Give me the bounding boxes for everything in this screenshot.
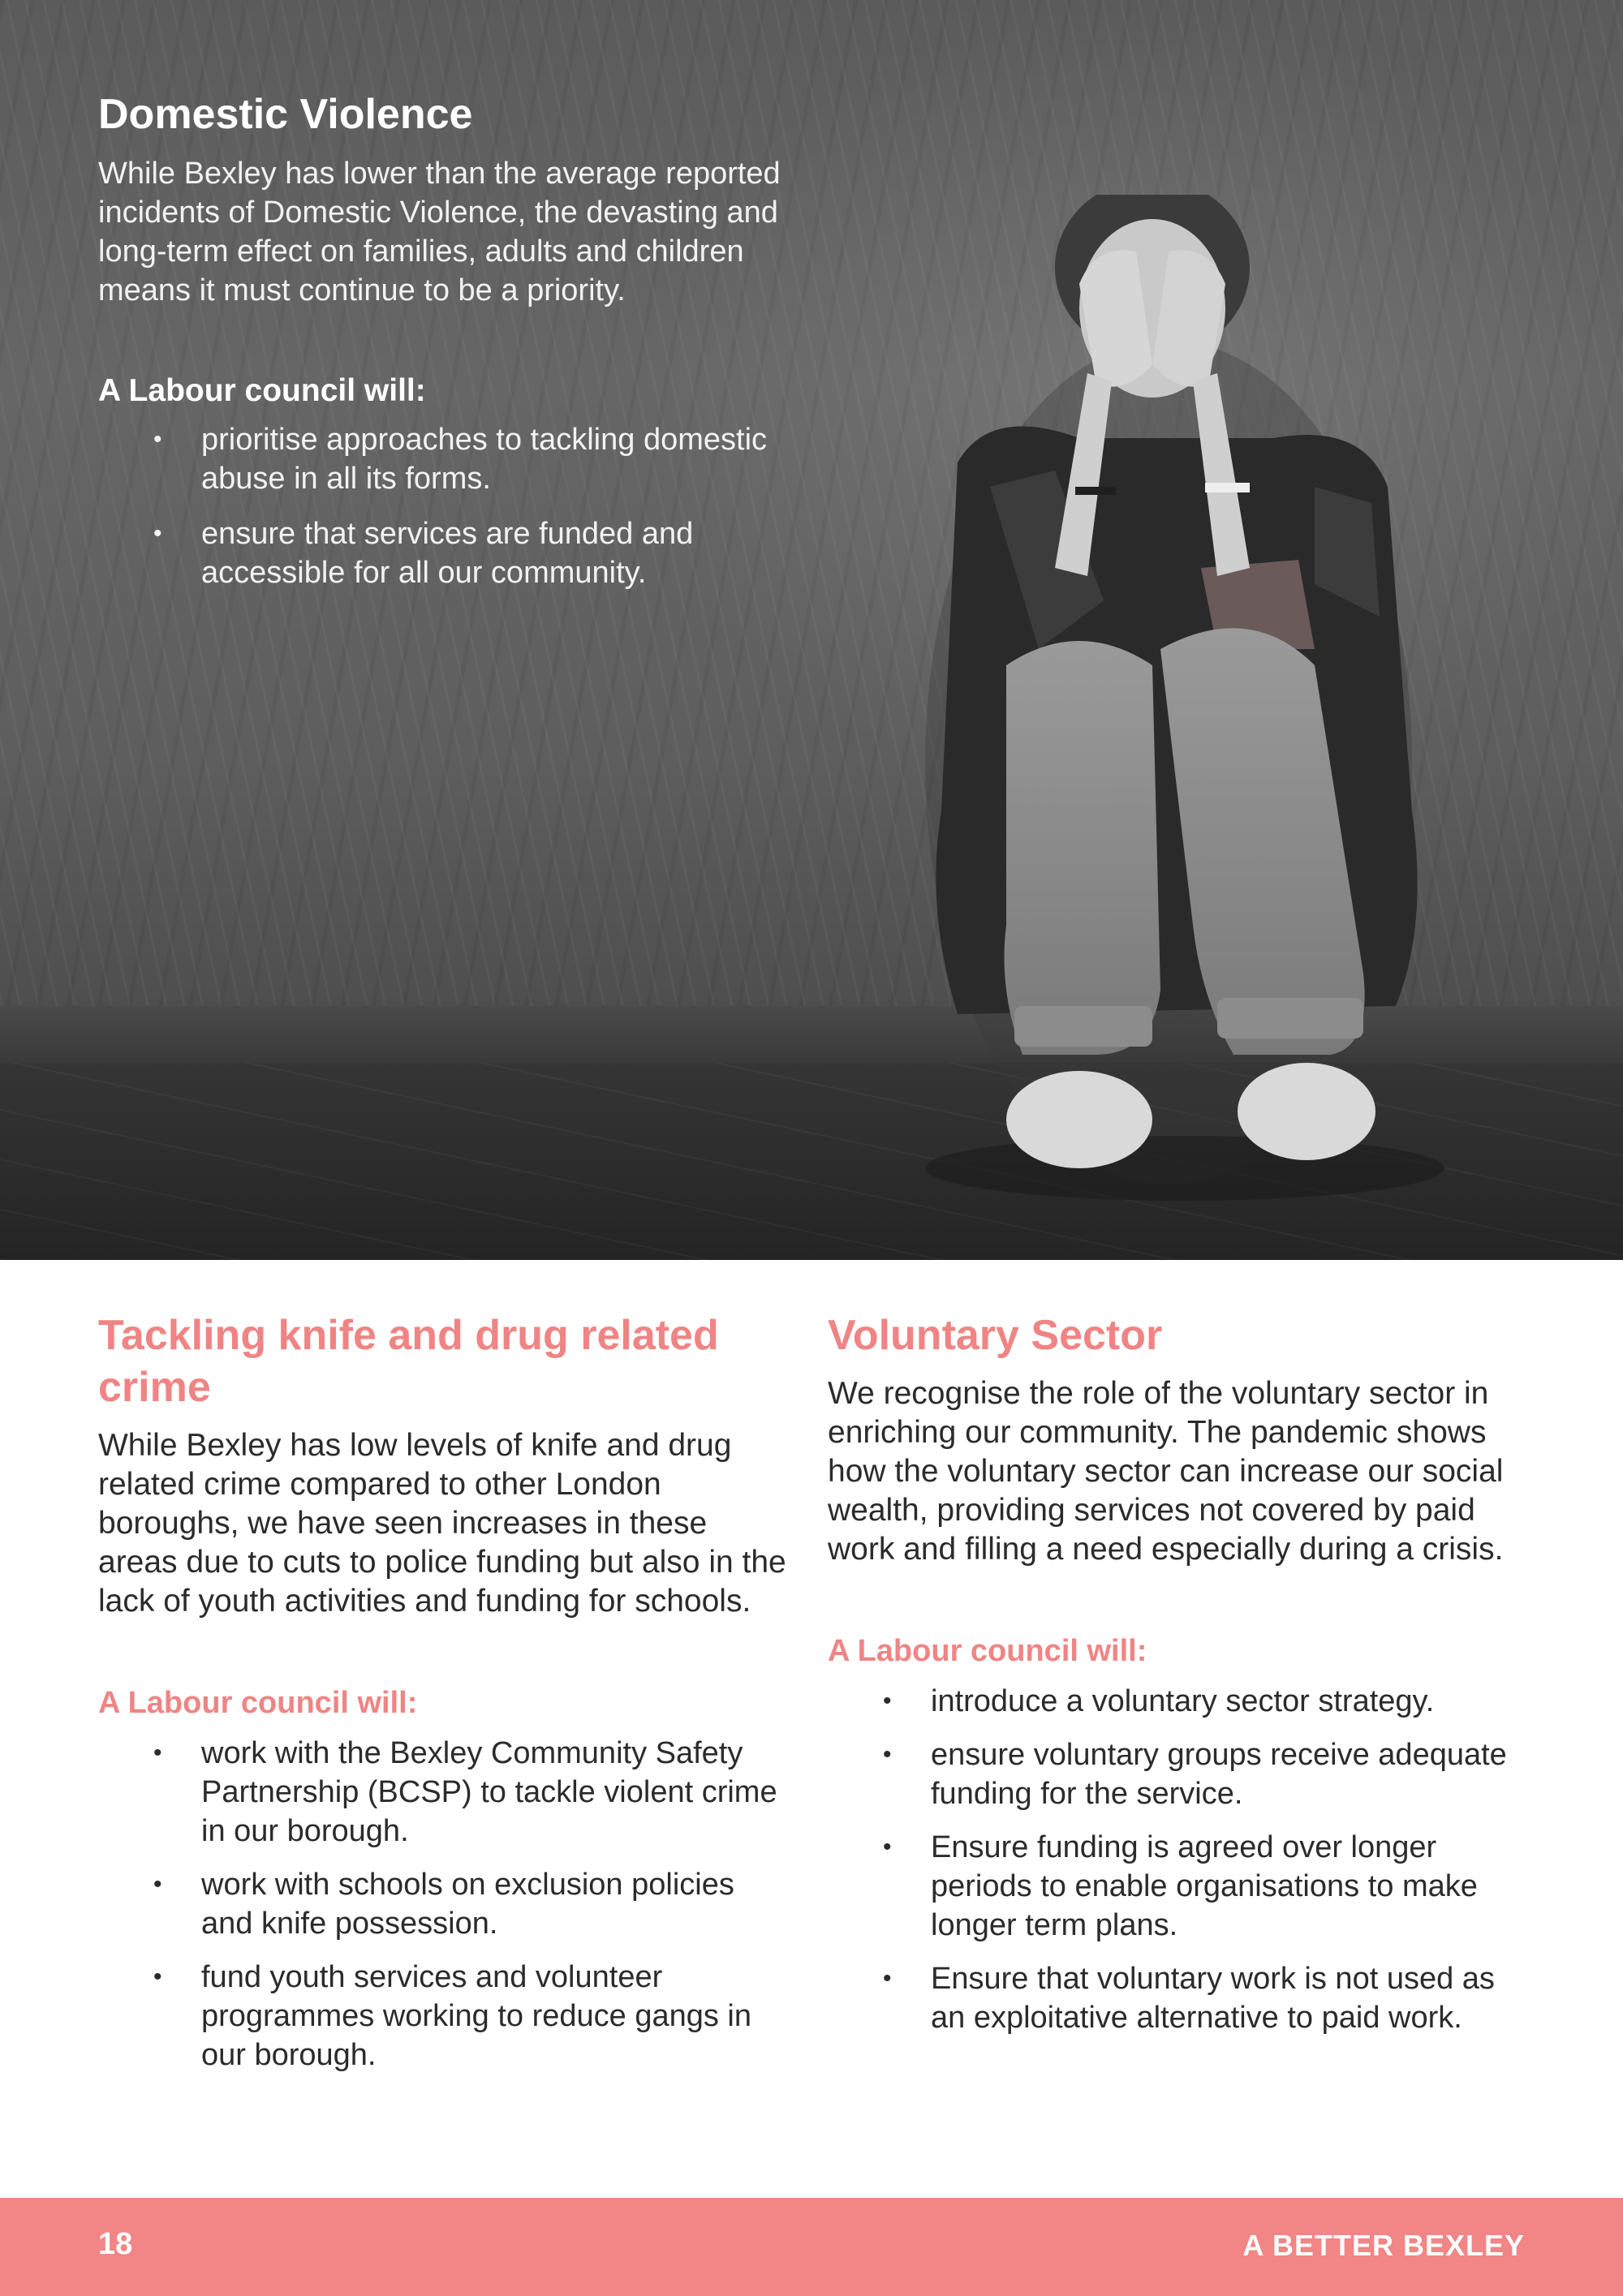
list-item: • prioritise approaches to tackling domestic abuse in all its forms. <box>98 420 796 498</box>
commitments-list <box>98 420 796 592</box>
bullet-icon: • <box>883 1834 892 1860</box>
list-item: • ensure that services are funded and accessible for all our community. <box>98 514 796 592</box>
bullet-icon: • <box>153 1739 162 1766</box>
knife-crime-section <box>98 1309 788 2089</box>
commitments-heading: A Labour council will: <box>828 1634 1147 1668</box>
section-intro: We recognise the role of the voluntary sector in enriching our community. The pandemic shows how the voluntary sector can increase our social wealth, providing services not covered by paid work and filling a need especially during a crisis. <box>828 1376 1504 1567</box>
section-heading: Tackling knife and drug related crime <box>98 1312 719 1411</box>
list-item: • fund youth services and volunteer programmes working to reduce gangs in our borough. <box>98 1958 788 2075</box>
list-item: • Ensure that voluntary work is not used as an exploitative alternative to paid work. <box>828 1959 1534 2037</box>
bullet-icon: • <box>153 426 162 454</box>
commitments-list <box>828 1682 1534 2037</box>
list-item: • work with the Bexley Community Safety Partnership (BCSP) to tackle violent crime in our borough. <box>98 1734 788 1851</box>
commitments-heading: A Labour council will: <box>98 373 426 409</box>
bullet-icon: • <box>153 520 162 548</box>
list-item: • Ensure funding is agreed over longer periods to enable organisations to make longer term plans. <box>828 1828 1534 1945</box>
left-leg-jeans <box>1005 641 1161 1055</box>
commitments-heading: A Labour council will: <box>98 1686 418 1720</box>
commitments-list <box>98 1734 788 2075</box>
page-number: 18 <box>98 2227 133 2261</box>
woman-covering-face-photo <box>893 195 1461 1201</box>
bullet-icon: • <box>883 1965 892 1992</box>
section-intro: While Bexley has low levels of knife and drug related crime compared to other London boroughs, we have seen increases in these areas due to cuts to police funding but also in the lack of youth activities and funding for schools. <box>98 1428 786 1619</box>
voluntary-sector-section <box>828 1309 1534 2052</box>
list-item: • work with schools on exclusion policies and knife possession. <box>98 1865 788 1943</box>
section-heading: Voluntary Sector <box>828 1312 1163 1359</box>
bullet-icon: • <box>883 1741 892 1768</box>
list-item: • ensure voluntary groups receive adequate funding for the service. <box>828 1735 1534 1813</box>
footer-brand: A BETTER BEXLEY <box>1242 2229 1525 2262</box>
bullet-icon: • <box>883 1688 892 1714</box>
domestic-violence-section <box>98 89 796 608</box>
section-intro: While Bexley has lower than the average reported incidents of Domestic Violence, the devasting and long-term effect on families, adults and children means it must continue to be a priority. <box>98 157 781 308</box>
right-foot <box>1238 1063 1375 1160</box>
section-heading: Domestic Violence <box>98 91 473 138</box>
left-foot <box>1006 1071 1152 1168</box>
bullet-icon: • <box>153 1871 162 1898</box>
list-item: • introduce a voluntary sector strategy. <box>828 1682 1534 1721</box>
page-footer <box>0 2198 1623 2296</box>
bullet-icon: • <box>153 1963 162 1990</box>
